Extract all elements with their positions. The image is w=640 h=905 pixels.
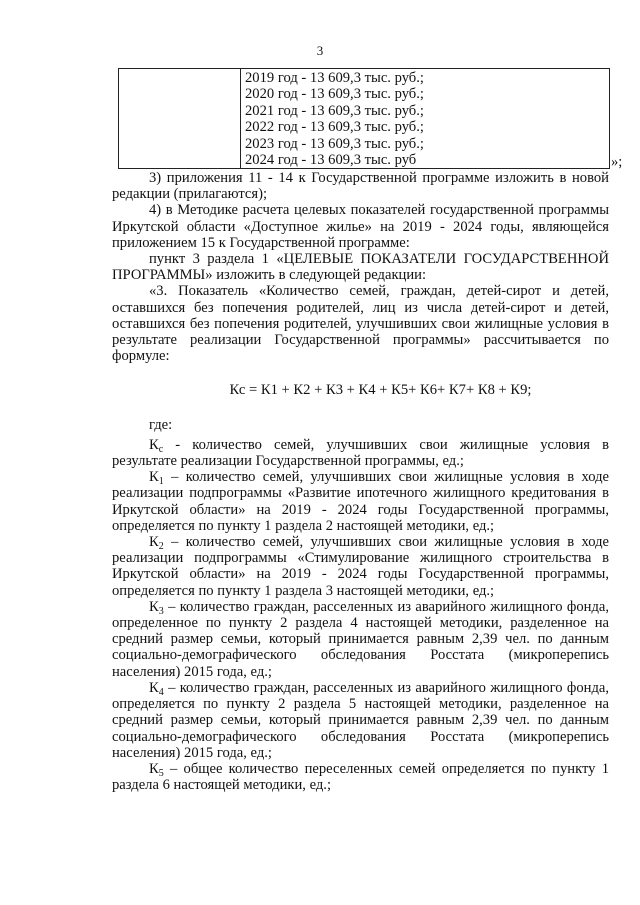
- formula: [112, 382, 609, 398]
- formula-text: Кс = К1 + К2 + К3 + К4 + К5+ К6+ К7+ К8 + К9;: [229, 382, 532, 399]
- definition-text: – количество семей, улучшивших свои жилищные условия в ходе реализации подпрограммы «Стимулирование жилищного строительства в Иркутской области» на 2019 - 2024 годы Государственной программы, определяется по пункту 1 раздела 3 настоящей методики, ед.;: [112, 534, 609, 599]
- symbol-sub: с: [158, 443, 164, 455]
- definition-k2: [112, 534, 609, 599]
- symbol-k: К: [149, 598, 159, 615]
- symbol-k: К: [149, 534, 159, 551]
- where-label: где:: [149, 416, 173, 433]
- table-closing-quote: »;: [611, 154, 623, 170]
- definition-text: - количество семей, улучшивших свои жилищные условия в результате реализации Государственной программы, ед.;: [112, 436, 610, 470]
- table-rows: [245, 70, 424, 168]
- paragraph-item-3: 3) приложения 11 - 14 к Государственной программе изложить в новой редакции (прилагаются);: [112, 170, 609, 203]
- paragraph-indicator-definition: «3. Показатель «Количество семей, граждан, детей-сирот и детей, оставшихся без попечения родителей, лиц из числа детей-сирот и детей, оставшихся без попечения родителей, улучшивших свои жилищные условия в результате реализации Государственной программы» рассчитывается по формуле:: [112, 283, 609, 365]
- symbol-sub: 3: [158, 605, 164, 617]
- symbol-sub: 2: [158, 541, 164, 553]
- paragraph-item-4: 4) в Методике расчета целевых показателей государственной программы Иркутской области «Доступное жилье» на 2019 - 2024 годы, являющейся приложением 15 к Государственной программе:: [112, 202, 609, 251]
- symbol-sub: 1: [158, 476, 164, 488]
- table-divider: [240, 69, 241, 168]
- document-body: [112, 170, 609, 793]
- symbol-sub: 5: [158, 767, 164, 779]
- definition-k3: [112, 599, 609, 680]
- symbol-k: К: [149, 760, 159, 777]
- symbol-k: К: [149, 469, 159, 486]
- funding-table: [118, 68, 610, 169]
- paragraph-section-title: пункт 3 раздела 1 «ЦЕЛЕВЫЕ ПОКАЗАТЕЛИ ГОСУДАРСТВЕННОЙ ПРОГРАММЫ» изложить в следующей редакции:: [112, 251, 609, 284]
- definition-text: – количество граждан, расселенных из аварийного жилищного фонда, определяется по пункту 2 раздела 5 настоящей методики, разделенное на средний размер семьи, который принимается равным 2,39 чел. по данным социально-демографического обследования Росстата (микроперепись населения) 2015 года, ед.;: [112, 679, 609, 761]
- definition-k1: [112, 469, 609, 534]
- symbol-k: К: [149, 436, 159, 453]
- definition-kc: [112, 437, 609, 469]
- table-row: 2019 год - 13 609,3 тыс. руб.;: [245, 70, 424, 86]
- table-row: 2024 год - 13 609,3 тыс. руб: [245, 151, 417, 168]
- definition-text: – количество семей, улучшивших свои жилищные условия в ходе реализации подпрограммы «Развитие ипотечного жилищного кредитования в Иркутской области» на 2019 - 2024 годы Государственной программы, определяется по пункту 1 раздела 2 настоящей методики, ед.;: [112, 469, 609, 534]
- definition-k5: [112, 761, 609, 793]
- table-row: 2023 год - 13 609,3 тыс. руб.;: [245, 135, 424, 152]
- symbol-k: К: [149, 679, 159, 696]
- table-row: 2020 год - 13 609,3 тыс. руб.;: [245, 86, 424, 103]
- page-number: 3: [316, 43, 324, 58]
- definition-text: – общее количество переселенных семей определяется по пункту 1 раздела 6 настоящей методики, ед.;: [112, 760, 609, 794]
- definition-text: – количество граждан, расселенных из аварийного жилищного фонда, определенное по пункту 2 раздела 4 настоящей методики, разделенное на средний размер семьи, который принимается равным 2,39 чел. по данным социально-демографического обследования Росстата (микроперепись населения) 2015 года, ед.;: [112, 598, 609, 680]
- symbol-sub: 4: [158, 686, 164, 698]
- definition-k4: [112, 680, 609, 761]
- table-row: 2022 год - 13 609,3 тыс. руб.;: [245, 119, 424, 136]
- table-row: 2021 год - 13 609,3 тыс. руб.;: [245, 102, 424, 119]
